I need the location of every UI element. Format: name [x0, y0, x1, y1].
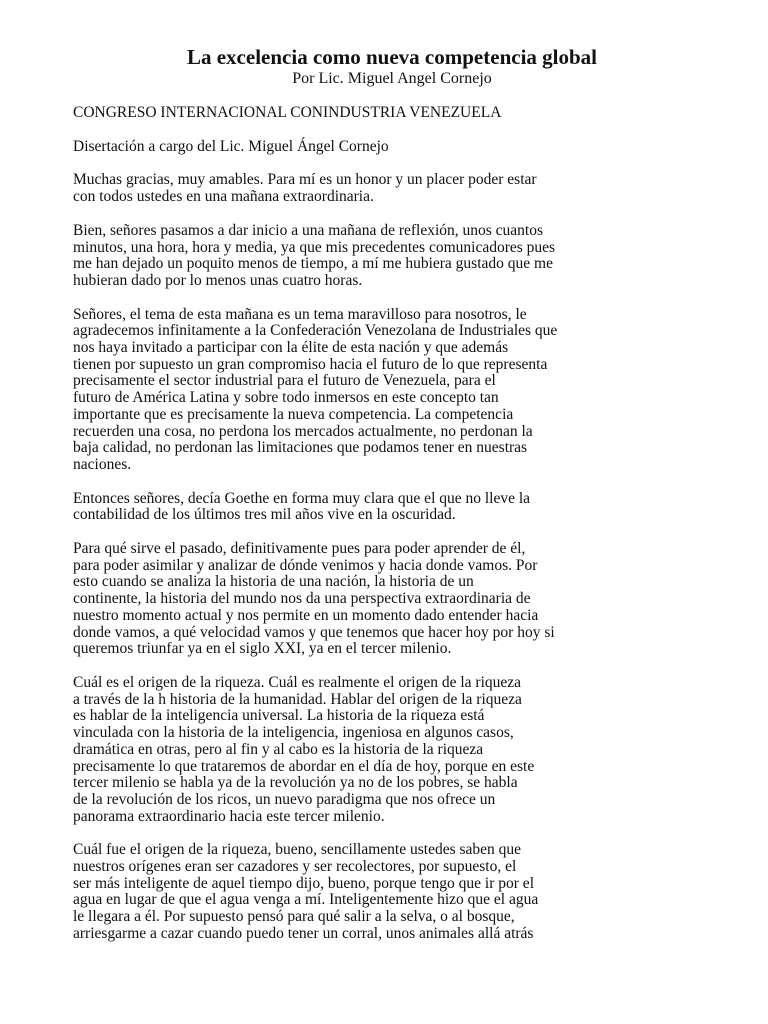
text-line: nos haya invitado a participar con la élite de esta nación y que además [73, 339, 509, 357]
text-line: donde vamos, a qué velocidad vamos y que tenemos que hacer hoy por hoy si [73, 623, 555, 641]
text-line: baja calidad, no perdonan las limitaciones que podamos tener en nuestras [73, 439, 528, 457]
paragraph [73, 541, 693, 658]
paragraph [73, 842, 693, 942]
text-line: tienen por supuesto un gran compromiso hacia el futuro de lo que representa [73, 355, 548, 373]
text-line: recuerden una cosa, no perdona los mercados actualmente, no perdonan la [73, 422, 533, 440]
text-line: a través de la h historia de la humanidad. Hablar del origen de la riqueza [73, 690, 522, 708]
text-line: minutos, una hora, hora y media, ya que mis precedentes comunicadores pues [73, 238, 556, 256]
paragraph [73, 307, 693, 474]
text-line: Señores, el tema de esta mañana es un tema maravilloso para nosotros, le [73, 305, 527, 323]
text-line: futuro de América Latina y sobre todo inmersos en este concepto tan [73, 389, 499, 407]
text-line: Para qué sirve el pasado, definitivamente pues para poder aprender de él, [73, 540, 526, 558]
text-line: Cuál fue el origen de la riqueza, bueno, sencillamente ustedes saben que [73, 841, 522, 859]
text-line: para poder asimilar y analizar de dónde venimos y hacia donde vamos. Por [73, 556, 538, 574]
text-line: agradecemos infinitamente a la Confederación Venezolana de Industriales que [73, 322, 558, 340]
text-line: con todos ustedes en una mañana extraordinaria. [73, 188, 374, 206]
text-line: importante que es precisamente la nueva competencia. La competencia [73, 405, 514, 423]
document-author: Por Lic. Miguel Angel Cornejo [292, 70, 492, 87]
text-line: hubieran dado por lo menos unas cuatro horas. [73, 271, 363, 289]
text-line: Entonces señores, decía Goethe en forma muy clara que el que no lleve la [73, 489, 531, 507]
text-line: precisamente el sector industrial para el futuro de Venezuela, para el [73, 372, 496, 390]
text-line: me han dejado un poquito menos de tiempo, a mí me hubiera gustado que me [73, 255, 553, 273]
text-line: precisamente lo que trataremos de abordar en el día de hoy, porque en este [73, 757, 535, 775]
text-line: vinculada con la historia de la inteligencia, ingeniosa en algunos casos, [73, 724, 514, 742]
text-line: ser más inteligente de aquel tiempo dijo, bueno, porque tengo que ir por el [73, 874, 534, 892]
text-line: agua en lugar de que el agua venga a mí. Inteligentemente hizo que el agua [73, 891, 539, 909]
text-line: CONGRESO INTERNACIONAL CONINDUSTRIA VENEZUELA [73, 104, 502, 121]
text-line: nuestros orígenes eran ser cazadores y ser recolectores, por supuesto, el [73, 858, 517, 876]
text-line: panorama extraordinario hacia este tercer milenio. [73, 807, 385, 825]
text-line: Muchas gracias, muy amables. Para mí es un honor y un placer poder estar [73, 171, 537, 189]
text-line: Disertación a cargo del Lic. Miguel Ángel Cornejo [73, 137, 389, 155]
text-line: de la revolución de los ricos, un nuevo paradigma que nos ofrece un [73, 790, 496, 808]
paragraph [73, 172, 693, 205]
text-line: dramática en otras, pero al fin y al cabo es la historia de la riqueza [73, 740, 484, 758]
paragraph [73, 675, 693, 825]
document-title: La excelencia como nueva competencia global [186, 45, 597, 69]
text-line: esto cuando se analiza la historia de una nación, la historia de un [73, 573, 474, 591]
text-line: tercer milenio se habla ya de la revolución ya no de los pobres, se habla [73, 774, 518, 792]
text-line: contabilidad de los últimos tres mil años vive en la oscuridad. [73, 506, 456, 524]
paragraph [73, 491, 693, 524]
text-line: Cuál es el origen de la riqueza. Cuál es realmente el origen de la riqueza [73, 673, 522, 691]
document-body [73, 105, 693, 960]
text-line: Bien, señores pasamos a dar inicio a una mañana de reflexión, unos cuantos [73, 221, 544, 239]
text-line: arriesgarme a cazar cuando puedo tener un corral, unos animales allá atrás [73, 924, 534, 942]
paragraph [73, 105, 693, 122]
paragraph [73, 223, 693, 290]
text-line: nuestro momento actual y nos permite en un momento dado entender hacia [73, 606, 539, 624]
text-line: es hablar de la inteligencia universal. La historia de la riqueza está [73, 707, 485, 725]
text-line: naciones. [73, 455, 132, 473]
text-line: queremos triunfar ya en el siglo XXI, ya en el tercer milenio. [73, 640, 452, 658]
text-line: continente, la historia del mundo nos da una perspectiva extraordinaria de [73, 590, 531, 608]
text-line: le llegara a él. Por supuesto pensó para qué salir a la selva, o al bosque, [73, 908, 515, 926]
paragraph [73, 139, 693, 156]
